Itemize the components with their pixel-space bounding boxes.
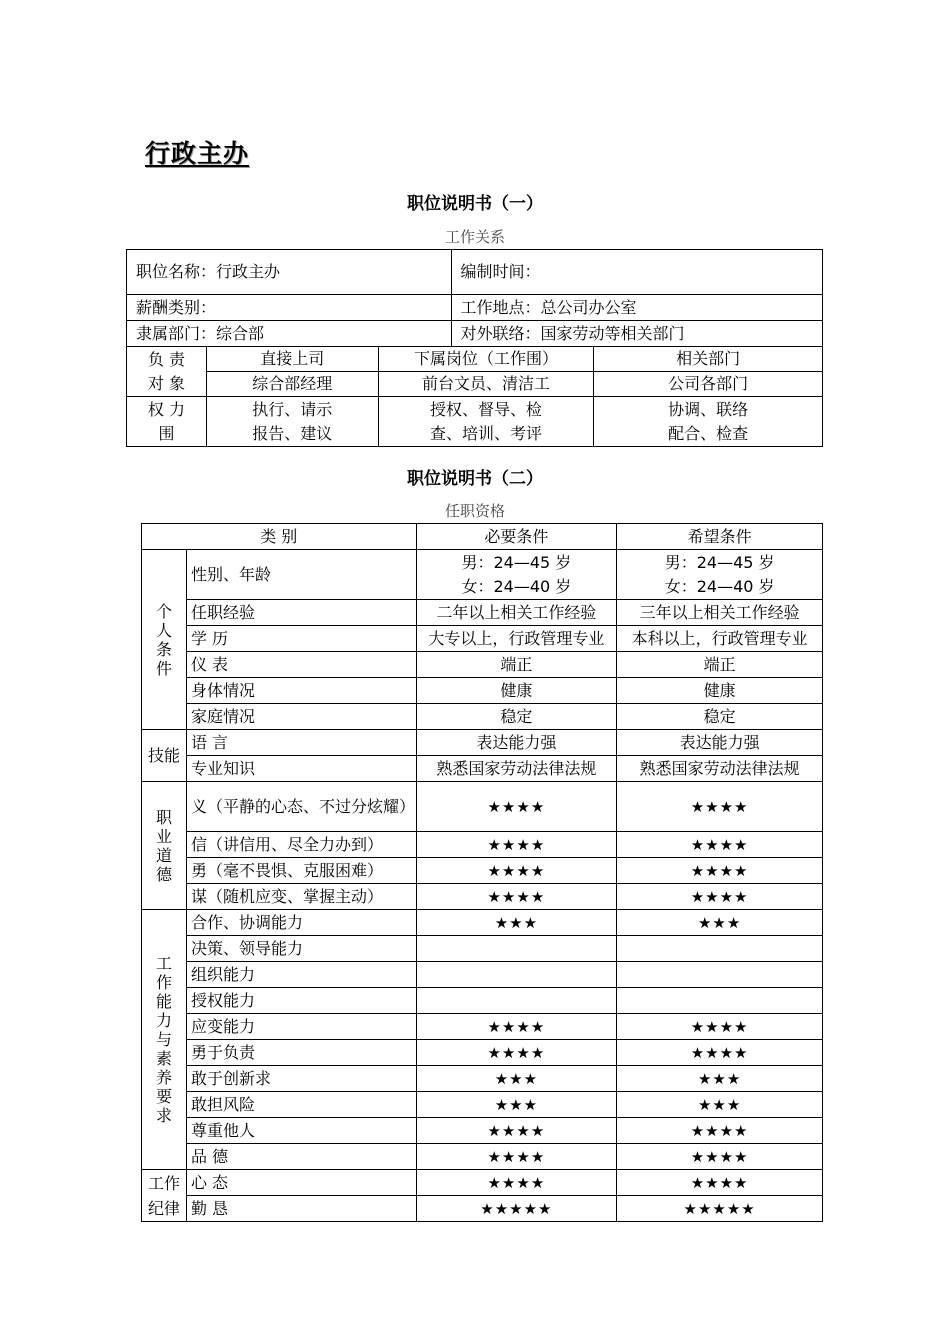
table-row (142, 832, 823, 858)
department-cell: 隶属部门：综合部 (127, 321, 452, 347)
row-label: 义（平静的心态、不过分炫耀） (186, 782, 416, 832)
row-label: 敢担风险 (186, 1092, 416, 1118)
responsibility-label (127, 347, 207, 397)
prepared-time-cell: 编制时间： (451, 250, 822, 295)
power-subordinate-line1: 授权、督导、检 (429, 399, 542, 419)
row-label: 心 态 (186, 1170, 416, 1196)
table-row (142, 910, 823, 936)
superior-value: 综合部经理 (206, 372, 378, 397)
header-category: 类 别 (142, 524, 417, 550)
row-required: 二年以上相关工作经验 (416, 600, 617, 626)
row-required: ★★★ (416, 1092, 617, 1118)
position-name-cell: 职位名称：行政主办 (127, 250, 452, 295)
row-required: 稳定 (416, 704, 617, 730)
row-label: 勇于负责 (186, 1040, 416, 1066)
row-required: ★★★★ (416, 1040, 617, 1066)
power-superior-line1: 执行、请示 (252, 399, 333, 419)
required-line2: 女：24—40 岁 (461, 576, 572, 596)
group-ability-label: 工 作 能 力 与 素 养 要 求 (155, 954, 172, 1125)
row-required (416, 988, 617, 1014)
row-required: ★★★★ (416, 832, 617, 858)
row-desired (617, 988, 823, 1014)
power-label-line2: 围 (158, 423, 175, 443)
row-label: 尊重他人 (186, 1118, 416, 1144)
row-required: ★★★★ (416, 1118, 617, 1144)
related-value: 公司各部门 (594, 372, 823, 397)
row-label: 仪 表 (186, 652, 416, 678)
row-required (416, 936, 617, 962)
row-desired: 熟悉国家劳动法律法规 (617, 756, 823, 782)
row-desired: ★★★★ (617, 1144, 823, 1170)
table-row (142, 936, 823, 962)
row-desired: ★★★★ (617, 782, 823, 832)
row-label: 家庭情况 (186, 704, 416, 730)
row-label: 身体情况 (186, 678, 416, 704)
power-label (127, 397, 207, 447)
power-related-line1: 协调、联络 (668, 399, 749, 419)
row-desired: ★★★ (617, 1066, 823, 1092)
row-desired: 稳定 (617, 704, 823, 730)
required-line1: 男：24—45 岁 (461, 552, 572, 572)
table-row (142, 704, 823, 730)
group-personal (142, 550, 187, 730)
row-desired: 本科以上，行政管理专业 (617, 626, 823, 652)
row-desired: ★★★★ (617, 832, 823, 858)
superior-header: 直接上司 (206, 347, 378, 372)
gender-age-required (416, 550, 617, 600)
row-desired: ★★★ (617, 910, 823, 936)
table-row (142, 678, 823, 704)
group-personal-label: 个 人 条 件 (155, 601, 172, 678)
group-skills: 技能 (142, 730, 187, 782)
table-row (142, 884, 823, 910)
row-desired: ★★★★ (617, 884, 823, 910)
table-row (142, 1144, 823, 1170)
row-label: 性别、年龄 (186, 550, 416, 600)
table-row (142, 962, 823, 988)
responsibility-label-line2: 对 象 (147, 373, 185, 393)
row-required: ★★★★★ (416, 1196, 617, 1222)
group-ability (142, 910, 187, 1170)
row-required (416, 962, 617, 988)
row-label: 组织能力 (186, 962, 416, 988)
row-desired: ★★★★ (617, 1118, 823, 1144)
row-label: 学 历 (186, 626, 416, 652)
power-subordinate-line2: 查、培训、考评 (429, 423, 542, 443)
row-desired: ★★★★ (617, 858, 823, 884)
row-desired: ★★★★ (617, 1040, 823, 1066)
gender-age-desired (617, 550, 823, 600)
table-row (142, 1092, 823, 1118)
table-row (142, 988, 823, 1014)
row-desired: ★★★ (617, 1092, 823, 1118)
row-label: 应变能力 (186, 1014, 416, 1040)
row-label: 勇（毫不畏惧、克服困难） (186, 858, 416, 884)
table-row (142, 1066, 823, 1092)
section2-heading: 职位说明书（二） (407, 469, 543, 489)
row-label: 勤 恳 (186, 1196, 416, 1222)
group-discipline-line2: 纪律 (147, 1198, 180, 1218)
row-desired: 端正 (617, 652, 823, 678)
subordinate-value: 前台文员、清洁工 (378, 372, 594, 397)
salary-type-cell: 薪酬类别： (127, 295, 452, 321)
table-row (142, 1196, 823, 1222)
section2-caption: 任职资格 (444, 502, 505, 520)
responsibility-label-line1: 负 责 (147, 349, 185, 369)
group-ethics-label: 职 业 道 德 (155, 807, 172, 884)
external-contact-cell: 对外联络：国家劳动等相关部门 (451, 321, 822, 347)
row-desired: ★★★★ (617, 1014, 823, 1040)
row-label: 合作、协调能力 (186, 910, 416, 936)
row-required: 大专以上，行政管理专业 (416, 626, 617, 652)
work-relations-table (126, 249, 823, 447)
page-title: 行政主办 (145, 139, 250, 168)
header-desired: 希望条件 (617, 524, 823, 550)
row-required: ★★★ (416, 910, 617, 936)
row-desired (617, 936, 823, 962)
qualifications-table (141, 523, 823, 1222)
row-required: 熟悉国家劳动法律法规 (416, 756, 617, 782)
row-required: 健康 (416, 678, 617, 704)
row-desired: 三年以上相关工作经验 (617, 600, 823, 626)
table-row (142, 756, 823, 782)
row-desired: ★★★★★ (617, 1196, 823, 1222)
row-required: ★★★★ (416, 884, 617, 910)
subordinate-header: 下属岗位（工作围） (378, 347, 594, 372)
row-required: ★★★★ (416, 858, 617, 884)
row-required: 表达能力强 (416, 730, 617, 756)
section1-heading: 职位说明书（一） (407, 194, 543, 214)
row-desired (617, 962, 823, 988)
row-desired: 表达能力强 (617, 730, 823, 756)
row-label: 信（讲信用、尽全力办到） (186, 832, 416, 858)
power-subordinate (378, 397, 594, 447)
row-required: 端正 (416, 652, 617, 678)
row-required: ★★★★ (416, 1014, 617, 1040)
row-label: 语 言 (186, 730, 416, 756)
table-row (142, 730, 823, 756)
table-row (142, 858, 823, 884)
row-label: 品 德 (186, 1144, 416, 1170)
row-desired: ★★★★ (617, 1170, 823, 1196)
table-row (142, 1118, 823, 1144)
power-related-line2: 配合、检查 (668, 423, 749, 443)
row-label: 专业知识 (186, 756, 416, 782)
section1-caption: 工作关系 (444, 228, 505, 246)
work-location-cell: 工作地点：总公司办公室 (451, 295, 822, 321)
row-required: ★★★★ (416, 1144, 617, 1170)
row-label: 谋（随机应变、掌握主动） (186, 884, 416, 910)
power-related (594, 397, 823, 447)
table-row (142, 1170, 823, 1196)
table-row (142, 1040, 823, 1066)
row-required: ★★★★ (416, 1170, 617, 1196)
row-desired: 健康 (617, 678, 823, 704)
row-label: 授权能力 (186, 988, 416, 1014)
row-label: 敢于创新求 (186, 1066, 416, 1092)
power-label-line1: 权 力 (147, 399, 185, 419)
power-superior (206, 397, 378, 447)
desired-line2: 女：24—40 岁 (664, 576, 775, 596)
row-label: 决策、领导能力 (186, 936, 416, 962)
group-discipline (142, 1170, 187, 1222)
table-row (142, 1014, 823, 1040)
row-required: ★★★★ (416, 782, 617, 832)
group-discipline-line1: 工作 (147, 1173, 180, 1193)
desired-line1: 男：24—45 岁 (664, 552, 775, 572)
header-required: 必要条件 (416, 524, 617, 550)
table-row (142, 782, 823, 832)
table-row (142, 626, 823, 652)
related-header: 相关部门 (594, 347, 823, 372)
table-row (142, 652, 823, 678)
table-row (142, 600, 823, 626)
group-ethics (142, 782, 187, 910)
power-superior-line2: 报告、建议 (252, 423, 333, 443)
row-required: ★★★ (416, 1066, 617, 1092)
row-label: 任职经验 (186, 600, 416, 626)
